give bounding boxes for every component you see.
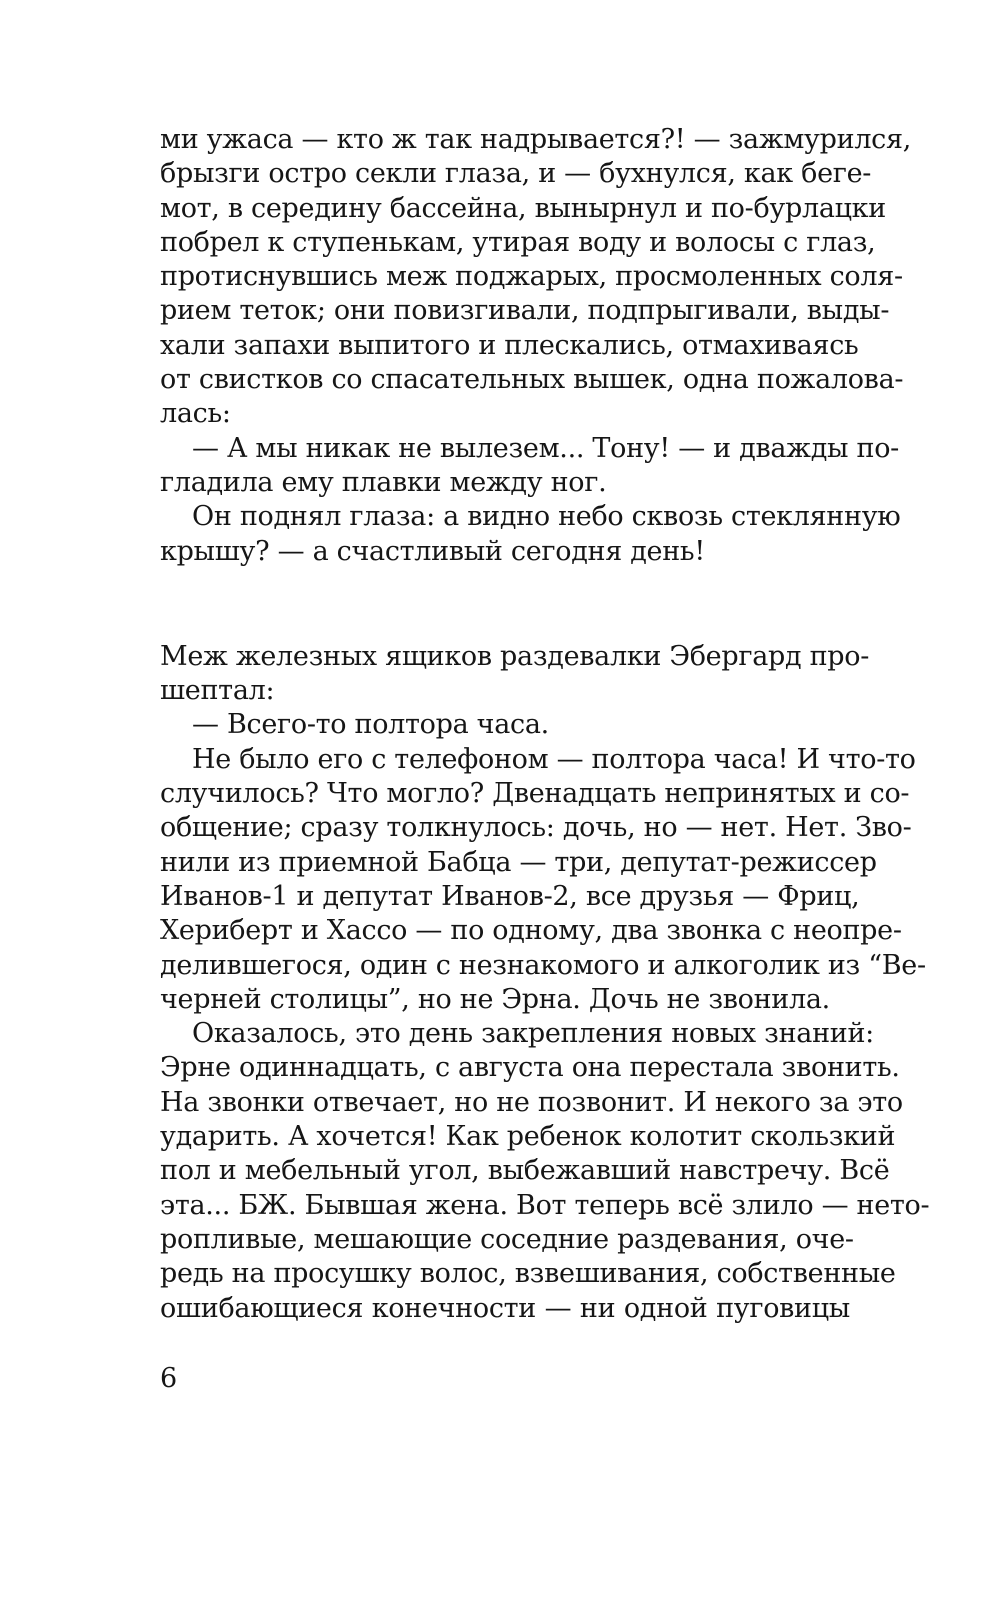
text-line: редь на просушку волос, взвешивания, собственные bbox=[160, 1258, 896, 1290]
dialogue-line: — А мы никак не вылезем... Тону! — и дважды по- bbox=[192, 432, 899, 464]
dialogue-line: — Всего-то полтора часа. bbox=[192, 709, 549, 741]
text-line: ударить. А хочется! Как ребенок колотит скользкий bbox=[160, 1121, 896, 1153]
text-line: случилось? Что могло? Двенадцать непринятых и со- bbox=[160, 778, 910, 810]
text-line: от свистков со спасательных вышек, одна пожалова- bbox=[160, 364, 904, 396]
text-line: хали запахи выпитого и плескались, отмахиваясь bbox=[160, 329, 859, 361]
text-line: мот, в середину бассейна, вынырнул и по-бурлацки bbox=[160, 192, 886, 224]
text-line: общение; сразу толкнулось: дочь, но — нет. Нет. Зво- bbox=[160, 812, 912, 844]
text-line: черней столицы”, но не Эрна. Дочь не звонила. bbox=[160, 983, 830, 1015]
text-line: эта... БЖ. Бывшая жена. Вот теперь всё злило — нето- bbox=[160, 1189, 930, 1221]
paragraph-locker-room-scene bbox=[160, 640, 930, 1326]
text-line: пол и мебельный угол, выбежавший навстречу. Всё bbox=[160, 1155, 890, 1187]
text-line: ропливые, мешающие соседние раздевания, оче- bbox=[160, 1223, 854, 1255]
text-line: Оказалось, это день закрепления новых знаний: bbox=[192, 1018, 874, 1050]
text-line: крышу? — а счастливый сегодня день! bbox=[160, 535, 705, 567]
text-line: Не было его с телефоном — полтора часа! И что-то bbox=[192, 743, 916, 775]
text-line: ошибающиеся конечности — ни одной пуговицы bbox=[160, 1292, 850, 1324]
text-line: брызги остро секли глаза, и — бухнулся, как беге- bbox=[160, 158, 872, 190]
text-line: делившегося, один с незнакомого и алкоголик из “Ве- bbox=[160, 949, 926, 981]
text-line: Эрне одиннадцать, с августа она перестала звонить. bbox=[160, 1052, 900, 1084]
text-line: На звонки отвечает, но не позвонит. И некого за это bbox=[160, 1086, 903, 1118]
page-body bbox=[160, 123, 930, 1326]
paragraph-pool-scene bbox=[160, 123, 912, 569]
text-line: Хериберт и Хассо — по одному, два звонка с неопре- bbox=[160, 915, 902, 947]
text-line: шептал: bbox=[160, 675, 275, 707]
text-line: ми ужаса — кто ж так надрывается?! — зажмурился, bbox=[160, 124, 912, 155]
text-line: Он поднял глаза: а видно небо сквозь стеклянную bbox=[192, 501, 901, 533]
text-line: протиснувшись меж поджарых, просмоленных соля- bbox=[160, 261, 903, 293]
page-number: 6 bbox=[160, 1363, 178, 1394]
text-line: побрел к ступенькам, утирая воду и волосы с глаз, bbox=[160, 226, 876, 258]
section-break bbox=[160, 569, 850, 640]
text-line: Меж железных ящиков раздевалки Эбергард про- bbox=[160, 640, 870, 672]
text-line: Иванов-1 и депутат Иванов-2, все друзья — Фриц, bbox=[160, 880, 860, 912]
text-line: гладила ему плавки между ног. bbox=[160, 466, 607, 498]
text-line: лась: bbox=[160, 398, 231, 430]
text-line: рием теток; они повизгивали, подпрыгивали, выды- bbox=[160, 295, 890, 327]
text-line: нили из приемной Бабца — три, депутат-режиссер bbox=[160, 846, 877, 878]
